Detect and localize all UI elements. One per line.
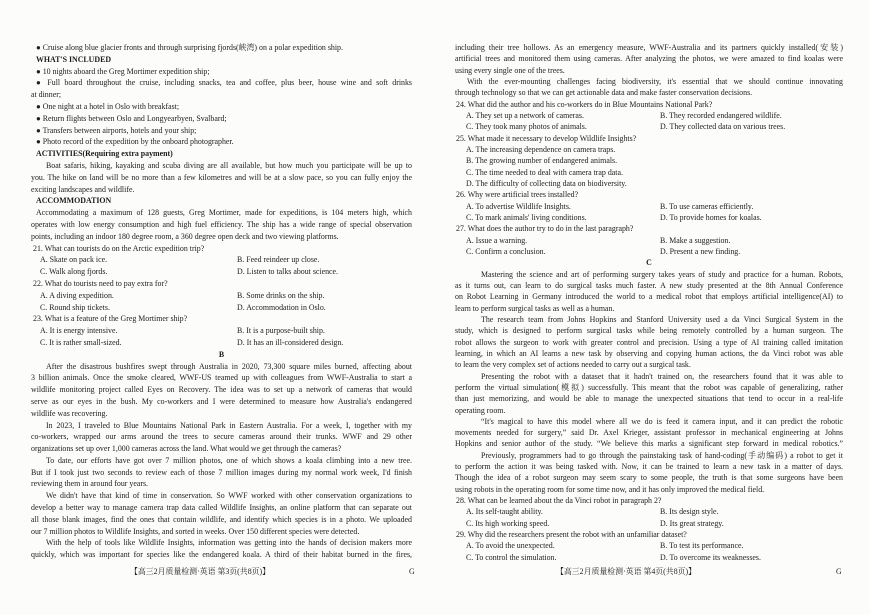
answer-option: A. To advertise Wildlife Insights. (466, 201, 571, 211)
page-4-version-code: G (836, 567, 842, 576)
answer-option: A. To avoid the unexpected. (466, 541, 555, 551)
passage-line: learning, in which an AI learns a new task by observing and copying human actions, the da Vinci robot was able (455, 348, 843, 358)
passage-line: you. The hike on land will be no more than a few kilometres and will be at a slow pace, so you can fully enjoy the (31, 172, 412, 182)
answer-option: D. Accommodation in Oslo. (237, 302, 326, 312)
passage-line: movements needed for surgery,” said Dr. Axel Krieger, assistant professor in mechanical engineering at Johns (455, 428, 843, 438)
answer-option: B. It is a purpose-built ship. (237, 326, 325, 336)
passage-line: serve as our eyes in the bush. My co-workers and I were determined to measure how Australia's endangered (31, 396, 412, 406)
page-3-version-code: G (409, 567, 415, 576)
bullet-item: ● Cruise along blue glacier fronts and through surprising fjords(峡湾) on a polar expedition ship. (36, 43, 343, 52)
option-row (31, 254, 412, 266)
answer-option: A. It is energy intensive. (40, 326, 118, 336)
passage-line: using every single one of the trees. (455, 65, 565, 75)
passage-line: In 2023, I traveled to Blue Mountains National Park in Eastern Australia. For a week, I, together with my (46, 420, 412, 430)
section-heading-accommodation: ACCOMMODATION (36, 196, 112, 206)
answer-option: B. They recorded endangered wildlife. (660, 110, 782, 120)
passage-line: Boat safaris, hiking, kayaking and scuba diving are all available, but how much you participate will be up to (46, 160, 412, 170)
passage-line: We didn't have that kind of time in conservation. So WWF worked with other conservation organizations to (46, 491, 412, 501)
answer-option: C. Walk along fjords. (40, 267, 108, 277)
passage-line: operating room. (455, 405, 506, 415)
question-stem: 22. What do tourists need to pay extra for? (33, 278, 168, 288)
option-row (455, 201, 843, 212)
page-4-column (455, 42, 843, 563)
passage-line: study, which is designed to perform surgical tasks while being remotely controlled by a human surgeon. The (455, 326, 843, 336)
passage-line: including their tree hollows. As an emergency measure, WWF-Australia and its partners quickly installed(安装) (455, 43, 843, 52)
answer-option: B. Feed reindeer up close. (237, 255, 320, 265)
answer-option: D. To overcome its weaknesses. (660, 552, 761, 562)
option-row (31, 266, 412, 278)
question-stem: 23. What is a feature of the Greg Mortimer ship? (33, 314, 188, 324)
passage-line: wildlife was recovering. (31, 408, 108, 418)
passage-line: operates with low energy consumption and high fuel efficiency. The ship has a wide range of special observation (31, 219, 412, 229)
passage-line: co-workers, wrapped our arms around the trees to secure cameras around their trunks. WWF and 29 other (31, 432, 412, 442)
option-row (455, 552, 843, 563)
passage-line: reviewing them in around four years. (31, 479, 149, 489)
bullet-item: ● Full board throughout the cruise, including snacks, tea and coffee, plus beer, house wine and soft drinks (36, 78, 412, 88)
passage-line: Hopkins and senior author of the study. “We believe this marks a significant step forward in medical robotics.” (455, 439, 843, 449)
passage-line: perform the virtual simulation(模拟) successfully. This meant that the robot was capable of generalizing, rather (455, 382, 843, 392)
passage-line: With the ever-mounting challenges facing biodiversity, it's essential that we should continue innovating (467, 76, 843, 86)
passage-line: But if I took just two seconds to review each of those 7 million images during my normal work week, I'd finish (31, 467, 412, 477)
option-row (31, 302, 412, 314)
passage-line: our 7 million photos to Wildlife Insights, and sorted in weeks. Over 150 different species were detected. (31, 526, 360, 536)
answer-option: C. Round ship tickets. (40, 302, 110, 312)
bullet-item: ● Return flights between Oslo and Longyearbyen, Svalbard; (36, 113, 227, 123)
option-row (455, 518, 843, 529)
answer-option: C. To mark animals' living conditions. (466, 212, 587, 222)
passage-line: organizations set up over 1,000 cameras across the land. What would we get through the cameras? (31, 444, 342, 454)
answer-option: B. The growing number of endangered animals. (466, 156, 618, 166)
answer-option: C. It is rather small-sized. (40, 337, 122, 347)
passage-line: robot allows the surgeon to work with greater control and precision. Using a type of AI training called imitation (455, 337, 843, 347)
answer-option: D. Its great strategy. (660, 518, 724, 528)
option-row (31, 337, 412, 349)
bullet-item-continued: at dinner; (31, 90, 62, 100)
option-row (31, 290, 412, 302)
passage-line: “It's magical to have this model where all we do is feed it camera input, and it can predict the robotic (481, 416, 843, 426)
passage-line: After the disastrous bushfires swept through Australia in 2020, 73,300 square miles burned, affecting about (46, 361, 412, 371)
bullet-item: ● Photo record of the expedition by the onboard photographer. (36, 137, 234, 147)
answer-option: C. To control the simulation. (466, 552, 557, 562)
question-stem: 28. What can be learned about the da Vinci robot in paragraph 2? (456, 496, 662, 506)
bullet-item: ● Transfers between airports, hotels and your ship; (36, 125, 197, 135)
passage-line: Mastering the science and art of performing surgery takes years of study and practice for a human. Robots, (481, 269, 843, 279)
answer-option: A. A diving expedition. (40, 290, 114, 300)
passage-line: learn to perform surgical tasks as well as a human. (455, 303, 615, 313)
option-row (455, 110, 843, 121)
answer-option: D. Present a new finding. (660, 246, 741, 256)
passage-line: on Robot Learning in Germany introduced the world to a medical robot that employs artificial intelligence(AI) to (455, 292, 843, 302)
passage-line: through technology so that we can get actionable data and make faster conservation decisions. (455, 88, 753, 98)
question-stem: 24. What did the author and his co-workers do in Blue Mountains National Park? (456, 99, 713, 109)
option-row (31, 325, 412, 337)
question-stem: 26. Why were artificial trees installed? (456, 190, 579, 200)
answer-option: D. They collected data on various trees. (660, 122, 786, 132)
option-row (455, 540, 843, 551)
passage-line: Though the idea of a robot surgeon may seem scary to some people, the truth is that some surgeons have been (455, 473, 843, 483)
page-3-column (31, 42, 412, 561)
answer-option: D. It has an ill-considered design. (237, 337, 344, 347)
option-row (455, 506, 843, 517)
passage-label: B (218, 349, 225, 359)
passage-line: all those blank images, find the ones that contain wildlife, and identify which species is in a photo. We uploaded (31, 514, 412, 524)
question-stem: 27. What does the author try to do in the last paragraph? (456, 224, 634, 234)
passage-line: exciting landscapes and wildlife. (31, 184, 135, 194)
answer-option: B. Some drinks on the ship. (237, 290, 325, 300)
question-stem: 29. Why did the researchers present the robot with an unfamiliar dataset? (456, 530, 687, 540)
answer-option: A. Skate on pack ice. (40, 255, 108, 265)
answer-option: C. Confirm a conclusion. (466, 246, 546, 256)
passage-line: With the help of tools like Wildlife Insights, information was getting into the hands of decision makers more (46, 538, 412, 548)
passage-line: points, including an indoor 180 degree room, a 360 degree open deck and two viewing platforms. (31, 231, 339, 241)
passage-line: to learn the very complex set of actions needed to carry out a surgical task. (455, 360, 691, 370)
answer-option: C. They took many photos of animals. (466, 122, 587, 132)
passage-line: wildlife monitoring project called Eyes on Recovery. The idea was to set up a network of cameras that would (31, 385, 412, 395)
answer-option: A. Its self-taught ability. (466, 507, 543, 517)
section-heading-included: WHAT'S INCLUDED (36, 54, 112, 64)
answer-option: C. The time needed to deal with camera trap data. (466, 167, 623, 177)
answer-option: B. To test its performance. (660, 541, 744, 551)
passage-line: Presenting the robot with a dataset that it hadn't trained on, the researchers found that it was able to (481, 371, 843, 381)
option-row (455, 246, 843, 257)
answer-option: D. The difficulty of collecting data on biodiversity. (466, 178, 627, 188)
option-row (455, 121, 843, 132)
passage-line: The research team from Johns Hopkins and Stanford University used a da Vinci Surgical System in the (481, 314, 843, 324)
bullet-item: ● One night at a hotel in Oslo with breakfast; (36, 101, 180, 111)
question-stem: 25. What made it necessary to develop Wildlife Insights? (456, 133, 637, 143)
answer-option: D. To provide homes for koalas. (660, 212, 762, 222)
passage-line: than just memorizing, and would be able to manage the unexpected situations that tend to occur in a real-life (455, 394, 843, 404)
answer-option: D. Listen to talks about science. (237, 267, 339, 277)
option-row (455, 235, 843, 246)
section-heading-activities: ACTIVITIES(Requiring extra payment) (36, 149, 173, 159)
bullet-item: ● 10 nights aboard the Greg Mortimer expedition ship; (36, 66, 210, 76)
answer-option: A. The increasing dependence on camera traps. (466, 144, 616, 154)
passage-line: quickly, which was important for species like the endangered koala. A third of their habitat burned in the fires, (31, 550, 412, 560)
answer-option: B. To use cameras efficiently. (660, 201, 754, 211)
passage-line: Previously, programmers had to go through the painstaking task of hand-coding(手动编码) a robot to get it (481, 450, 843, 460)
passage-label: C (646, 258, 652, 268)
passage-line: as it turns out, can learn to do surgical tasks much faster. A new study presented at the 8th Annual Conference (455, 280, 843, 290)
passage-line: To date, our efforts have got over 7 million photos, one of which shows a koala climbing into a new tree. (46, 455, 412, 465)
answer-option: B. Its design style. (660, 507, 719, 517)
answer-option: C. Its high working speed. (466, 518, 550, 528)
passage-line: develop a better way to manage camera trap data called Wildlife Insights, an online platform that can separate out (31, 503, 412, 513)
passage-line: using robots in the operating room for some time now, and it has only improved the medical field. (455, 484, 765, 494)
option-row (455, 212, 843, 223)
answer-option: A. Issue a warning. (466, 235, 528, 245)
passage-line: 3 billion animals. Once the smoke cleared, WWF-US teamed up with colleagues from WWF-Australia to start a (31, 373, 412, 383)
passage-line: to perform the action it was being tasked with. Now, it can be trained to learn a new task in a matter of days. (455, 462, 843, 472)
page-4-footer: 【高三2月质量检测·英语 第4页(共8页)】 (556, 567, 697, 576)
passage-line: Accommodating a maximum of 128 guests, Greg Mortimer, made for expeditions, is 104 meters high, which (36, 208, 412, 218)
question-stem: 21. What can tourists do on the Arctic expedition trip? (33, 243, 205, 253)
answer-option: A. They set up a network of cameras. (466, 110, 584, 120)
passage-line: artificial trees and monitored them using cameras. After analyzing the photos, we were amazed to find koalas were (455, 54, 843, 64)
page-3-footer: 【高三2月质量检测·英语 第3页(共8页)】 (130, 567, 271, 576)
answer-option: B. Make a suggestion. (660, 235, 731, 245)
